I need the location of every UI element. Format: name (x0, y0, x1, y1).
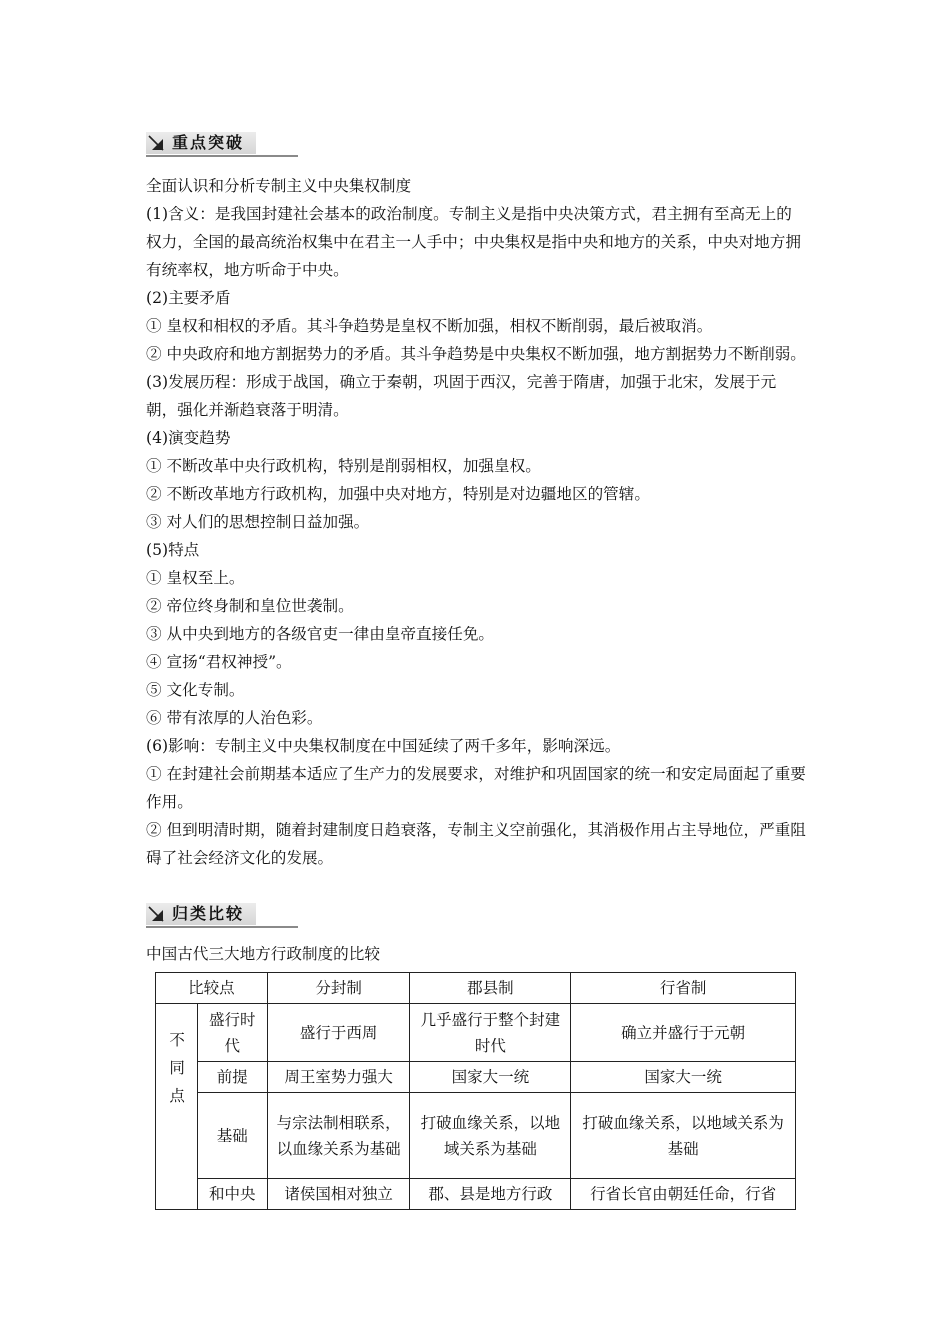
header-rule (146, 926, 298, 928)
comparison-table (155, 972, 796, 1210)
table-cell: 打破血缘关系，以地域关系为基础 (571, 1093, 796, 1179)
group-label-char: 点 (169, 1087, 185, 1105)
header-cell: 分封制 (267, 973, 410, 1004)
body-paragraph: (1)含义：是我国封建社会基本的政治制度。专制主义是指中央决策方式，君主拥有至高无上的权力，全国的最高统治权集中在君主一人手中；中央集权是指中央和地方的关系，中央对地方拥有统率权，地方听命于中央。 (146, 205, 801, 279)
body-paragraph: ① 不断改革中央行政机构，特别是削弱相权，加强皇权。 (146, 457, 541, 475)
body-paragraph: (2)主要矛盾 (146, 289, 231, 307)
table-cell: 行省长官由朝廷任命，行省 (571, 1179, 796, 1210)
header-cell: 行省制 (571, 973, 796, 1004)
table-row (156, 1004, 796, 1062)
body-paragraph: ① 在封建社会前期基本适应了生产力的发展要求，对维护和巩固国家的统一和安定局面起了重要作用。 (146, 765, 806, 811)
table-cell: 郡、县是地方行政 (410, 1179, 571, 1210)
table-cell: 确立并盛行于元朝 (571, 1004, 796, 1062)
body-paragraph: ④ 宣扬“君权神授”。 (146, 653, 292, 671)
section-body (146, 172, 806, 872)
table-row (156, 1179, 796, 1210)
corner-triangle-icon (148, 135, 164, 151)
body-paragraph: ② 不断改革地方行政机构，加强中央对地方，特别是对边疆地区的管辖。 (146, 485, 650, 503)
header-cell: 郡县制 (410, 973, 571, 1004)
group-label-char: 同 (169, 1059, 185, 1077)
row-label-cell: 和中央 (197, 1179, 267, 1210)
body-paragraph: (6)影响：专制主义中央集权制度在中国延续了两千多年，影响深远。 (146, 737, 621, 755)
corner-triangle-icon (148, 906, 164, 922)
table-header-row (156, 973, 796, 1004)
section-header-key-points (146, 132, 300, 158)
table-cell: 周王室势力强大 (267, 1062, 410, 1093)
table-cell: 几乎盛行于整个封建时代 (410, 1004, 571, 1062)
table-cell: 诸侯国相对独立 (267, 1179, 410, 1210)
intro-line: 全面认识和分析专制主义中央集权制度 (146, 177, 412, 195)
table-row (156, 1093, 796, 1179)
header-cell: 比较点 (156, 973, 268, 1004)
body-paragraph: ① 皇权和相权的矛盾。其斗争趋势是皇权不断加强，相权不断削弱，最后被取消。 (146, 317, 713, 335)
body-paragraph: ① 皇权至上。 (146, 569, 245, 587)
body-paragraph: ⑤ 文化专制。 (146, 681, 245, 699)
body-paragraph: (5)特点 (146, 541, 200, 559)
table-row (156, 1062, 796, 1093)
section-header-comparison (146, 903, 300, 929)
body-paragraph: ③ 对人们的思想控制日益加强。 (146, 513, 370, 531)
table-cell: 国家大一统 (410, 1062, 571, 1093)
body-paragraph: ② 中央政府和地方割据势力的矛盾。其斗争趋势是中央集权不断加强，地方割据势力不断削弱。 (146, 345, 806, 363)
group-label-char: 不 (169, 1031, 185, 1049)
table-cell: 盛行于西周 (267, 1004, 410, 1062)
body-paragraph: (4)演变趋势 (146, 429, 231, 447)
section-title: 归类比较 (172, 904, 245, 923)
section-title: 重点突破 (172, 133, 245, 152)
row-label-cell: 前提 (197, 1062, 267, 1093)
row-label-cell: 盛行时代 (197, 1004, 267, 1062)
table-cell: 国家大一统 (571, 1062, 796, 1093)
row-label-cell: 基础 (197, 1093, 267, 1179)
body-paragraph: ⑥ 带有浓厚的人治色彩。 (146, 709, 323, 727)
table-cell: 与宗法制相联系，以血缘关系为基础 (267, 1093, 410, 1179)
body-paragraph: ③ 从中央到地方的各级官吏一律由皇帝直接任免。 (146, 625, 495, 643)
table-caption: 中国古代三大地方行政制度的比较 (146, 945, 380, 963)
group-label-cell (156, 1004, 198, 1210)
header-rule (146, 155, 298, 157)
body-paragraph: (3)发展历程：形成于战国，确立于秦朝，巩固于西汉，完善于隋唐，加强于北宋，发展于元朝，强化并渐趋衰落于明清。 (146, 373, 777, 419)
table-caption-block (146, 940, 806, 968)
table-cell: 打破血缘关系，以地域关系为基础 (410, 1093, 571, 1179)
body-paragraph: ② 但到明清时期，随着封建制度日趋衰落，专制主义空前强化，其消极作用占主导地位，严重阻碍了社会经济文化的发展。 (146, 821, 806, 867)
body-paragraph: ② 帝位终身制和皇位世袭制。 (146, 597, 354, 615)
